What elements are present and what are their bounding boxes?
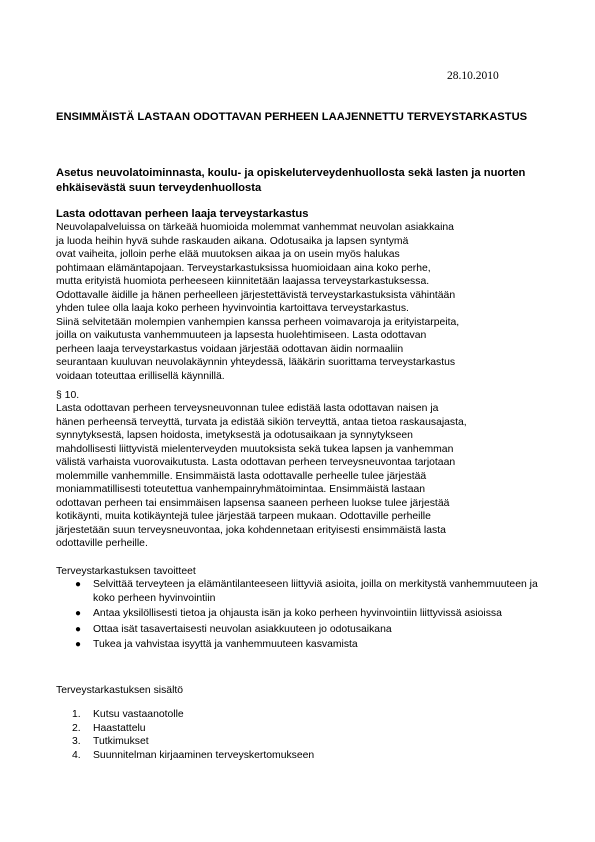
section-heading: Lasta odottavan perheen laaja terveystarkastus [56,208,309,220]
list-item: ● Tukea ja vahvistaa isyyttä ja vanhemmuuteen kasvamista [75,639,358,650]
paragraph-section-10: Lasta odottavan perheen terveysneuvonnan tulee edistää lasta odottavan naisen ja hänen perheensä terveyttä, turvata ja edistää sikiön terveyttä, antaa tietoa raskausajasta, synnytyksestä, lapsen hoidosta, imetyksestä ja odotusaikaan ja synnytykseen mahdollisesti liittyvistä mielenterveyden muutoksista sekä tukea lapsen ja vanhemman välistä varhaista vuorovaikutusta. Lasta odottavan perheen terveysneuvontaa tarjotaan molemmille vanhemmille. Ensimmäistä lasta odottavalle perheelle tulee järjestää moniammatillisesti toteutettua vanhempainryhmätoimintaa. Ensimmäistä lastaan odottavan perheen tai ensimmäisen lapsensa saaneen perheen luokse tulee järjestää kotikäynti, muita kotikäyntejä tulee järjestää tarpeen mukaan. Odottaville perheille järjestetään suun terveysneuvontaa, joka kohdennetaan erityisesti ensimmäistä lasta odottaville perheille. [56,403,467,549]
section-number: § 10. [56,390,80,401]
list-item: ● Selvittää terveyteen ja elämäntilanteeseen liittyviä asioita, joilla on merkitystä vanhemmuuteen ja koko perheen hyvinvointiin [75,579,538,604]
document-title: ENSIMMÄISTÄ LASTAAN ODOTTAVAN PERHEEN LAAJENNETTU TERVEYSTARKASTUS [56,111,528,123]
list-item-text: Kutsu vastaanotolle [93,709,184,720]
list-item [56,735,314,749]
contents-heading: Terveystarkastuksen sisältö [56,685,184,696]
list-number: 2. [72,722,81,734]
bullet-icon: ● [75,639,82,650]
document-date: 28.10.2010 [447,70,499,82]
list-number: 4. [72,749,81,761]
list-number: 3. [72,736,81,748]
list-item: ● Antaa yksilöllisesti tietoa ja ohjausta isän ja koko perheen hyvinvointiin liittyvissä asioissa [75,608,502,619]
contents-list [56,708,314,762]
list-item: ● Ottaa isät tasavertaisesti neuvolan asiakkuuteen jo odotusaikana [75,623,392,635]
bullet-icon: ● [75,579,82,590]
document-subtitle: Asetus neuvolatoiminnasta, koulu- ja opiskeluterveydenhuollosta sekä lasten ja nuorten ehkäisevästä suun terveydenhuollosta [56,167,526,194]
list-item-text: Haastattelu [93,722,146,734]
bullet-icon: ● [75,623,82,635]
list-item [56,722,314,736]
list-item [56,749,314,763]
goals-heading: Terveystarkastuksen tavoitteet [56,566,196,577]
list-number: 1. [72,709,81,720]
list-item-text: Tutkimukset [93,736,149,748]
paragraph-intro: Neuvolapalveluissa on tärkeää huomioida molemmat vanhemmat neuvolan asiakkaina ja luoda heihin hyvä suhde raskauden aikana. Odotusaika ja lapsen syntymä ovat vaiheita, jolloin perhe elää muutoksen aikaa ja on usein myös halukas pohtimaan elämäntapojaan. Terveystarkastuksissa huomioidaan aina koko perhe, mutta erityistä huomiota perheeseen kiinnitetään laajassa terveystarkastuksessa. Odottavalle äidille ja hänen perheelleen järjestettävistä terveystarkastuksista vähintään yhden tulee olla laaja koko perheen hyvinvointia kartoittava terveystarkastus. Siinä selvitetään molempien vanhempien kanssa perheen voimavaroja ja erityistarpeita, joilla on vaikutusta vanhemmuuteen ja lapsesta huolehtimiseen. Lasta odottavan perheen laaja terveystarkastus voidaan järjestää odottavan äidin normaaliin seurantaan kuuluvan neuvolakäynnin yhteydessä, lääkärin suorittama terveystarkastus voidaan toteuttaa erillisellä käynnillä. [56,222,460,382]
bullet-icon: ● [75,608,82,619]
goals-list [56,578,556,654]
list-item-text: Suunnitelman kirjaaminen terveyskertomukseen [93,749,315,761]
list-item [56,708,314,722]
